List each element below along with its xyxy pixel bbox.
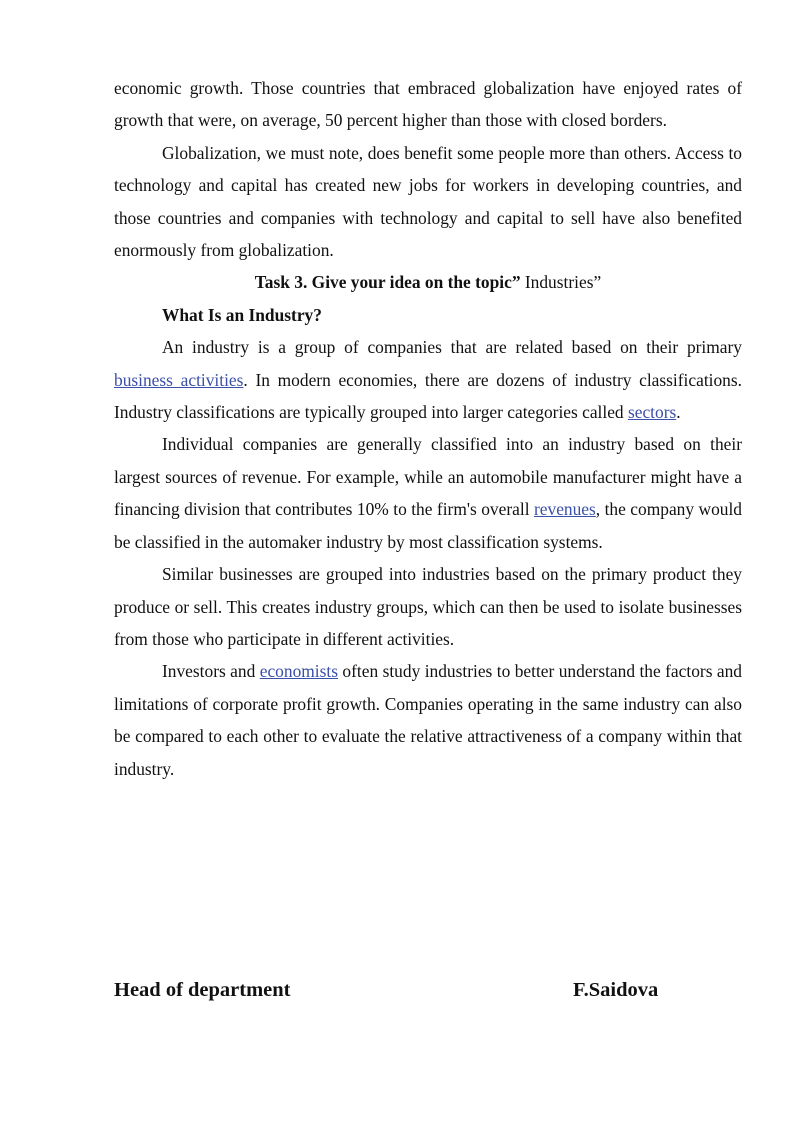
task-heading xyxy=(114,266,742,298)
text-segment: , the company would be classified in the automaker industry by most classification systems. xyxy=(114,499,742,552)
section-subheading: What Is an Industry? xyxy=(162,304,322,325)
link-sectors[interactable]: sectors xyxy=(627,402,677,423)
paragraph-globalization-benefit: Globalization, we must note, does benefit some people more than others. Access to technology and capital has created new jobs for workers in developing countries, and those countries and companies with technology and capital to sell have also benefited enormously from globalization. xyxy=(114,142,742,261)
text-segment: . xyxy=(676,402,681,423)
document-body xyxy=(114,72,742,785)
paragraph-industry-groups: Similar businesses are grouped into industries based on the primary product they produce or sell. This creates industry groups, which can then be used to isolate businesses from those who participate in different activities. xyxy=(114,564,742,649)
link-revenues[interactable]: revenues xyxy=(533,499,596,520)
text-segment: . In modern economies, there are dozens of industry classifications. Industry classifications are typically grouped into larger categories called xyxy=(114,369,742,423)
text-segment: Individual companies are generally classified into an industry based on their largest sources of revenue. For example, while an automobile manufacturer might have a financing division that contributes 10% to the firm's overall xyxy=(114,434,742,520)
paragraph-industry-definition xyxy=(114,331,742,428)
text-segment: often study industries to better understand the factors and limitations of corporate profit growth. Companies operating in the same industry can also be compared to each other to evaluate the relative attractiveness of a company within that industry. xyxy=(114,661,743,779)
link-business-activities[interactable]: business activities xyxy=(114,369,244,390)
paragraph-company-classification xyxy=(114,428,742,558)
task-heading-bold: Task 3. Give your idea on the topic” xyxy=(254,272,521,293)
signature-name: F.Saidova xyxy=(573,979,659,1001)
signature-role: Head of department xyxy=(114,979,291,1001)
text-segment: Investors and xyxy=(162,661,260,682)
task-heading-topic: Industries” xyxy=(520,272,602,293)
signature-block xyxy=(114,979,714,1009)
text-segment: An industry is a group of companies that are related based on their primary xyxy=(162,337,742,358)
paragraph-globalization-growth: economic growth. Those countries that embraced globalization have enjoyed rates of growth that were, on average, 50 percent higher than those with closed borders. xyxy=(114,78,742,131)
link-economists[interactable]: economists xyxy=(259,661,338,682)
paragraph-investors xyxy=(114,655,742,785)
